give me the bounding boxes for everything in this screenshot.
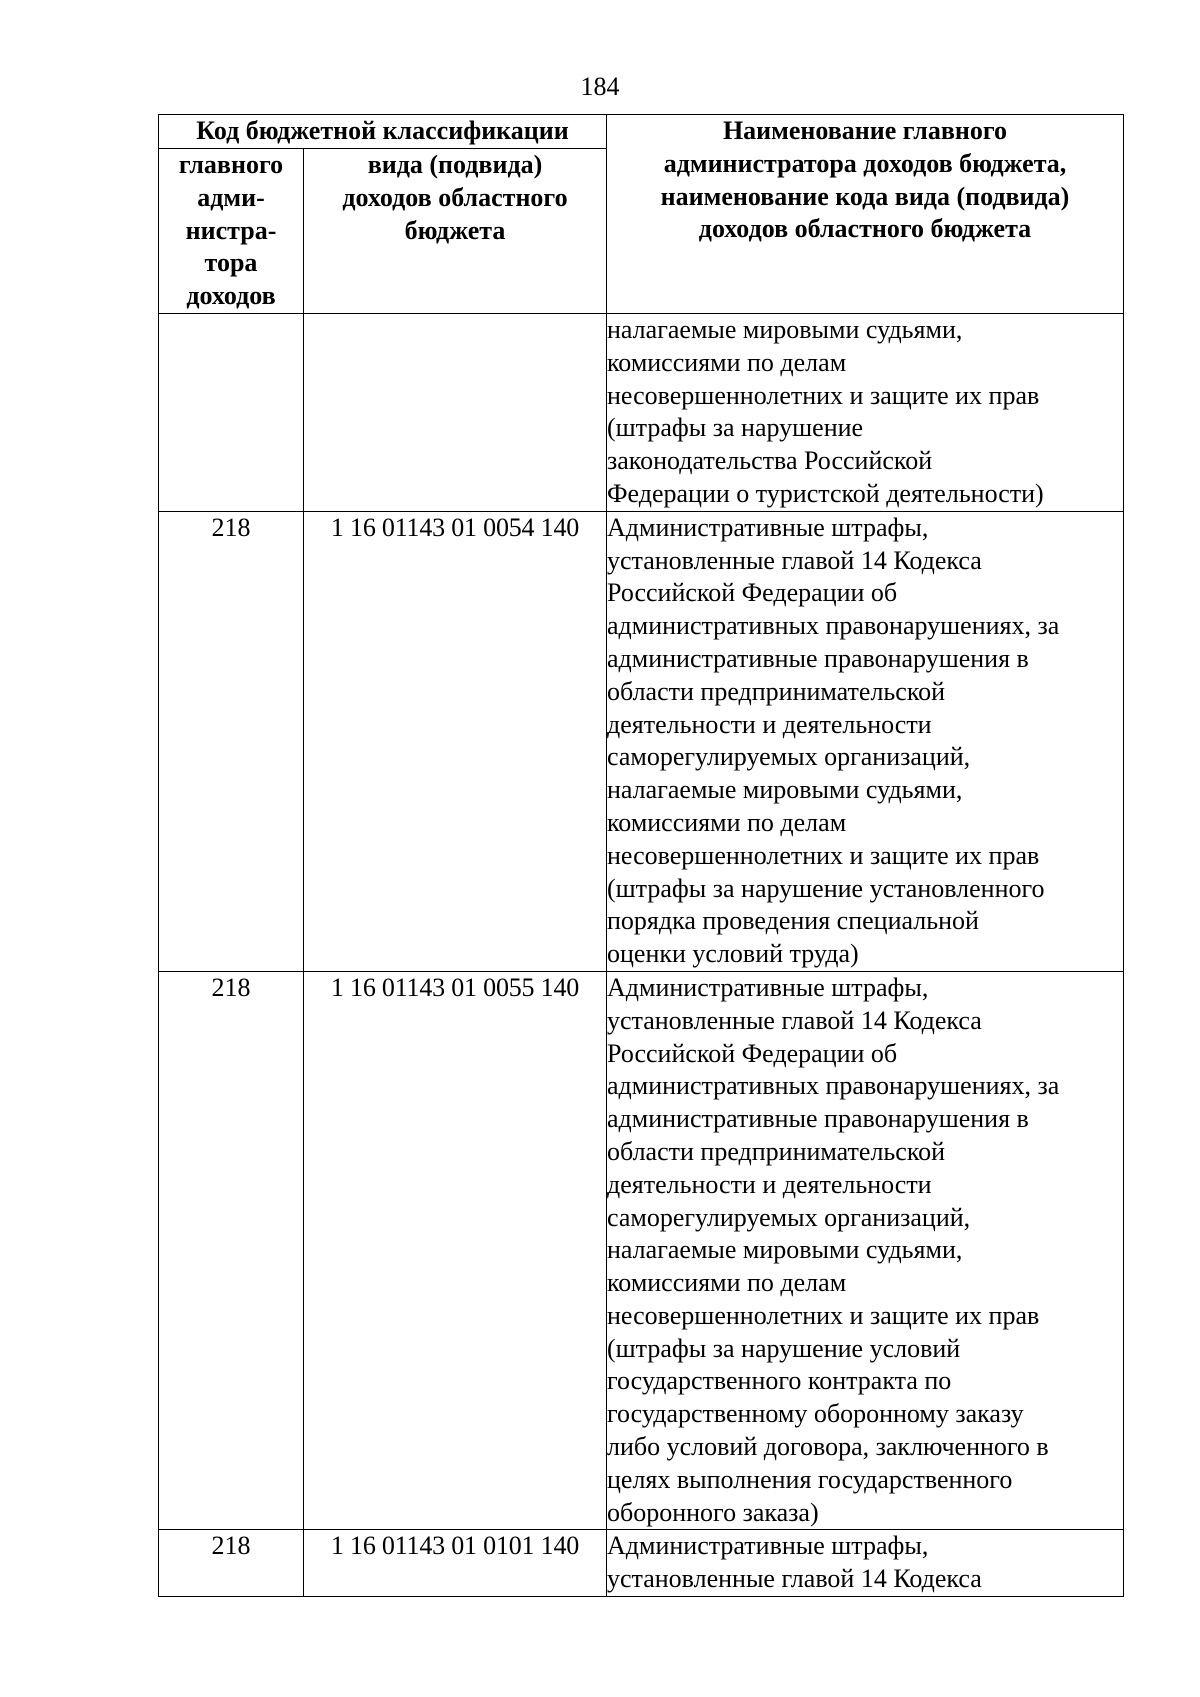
header-name-line: Наименование главного	[722, 116, 1008, 145]
income-name-line: саморегулируемых организаций,	[607, 742, 971, 772]
income-type-code-cell: 1 16 01143 01 0101 140	[304, 1530, 607, 1597]
header-name-line: доходов областного бюджета	[698, 214, 1032, 244]
admin-code-cell: 218	[159, 1530, 304, 1597]
header-admin-line: тора	[204, 248, 258, 278]
header-name-line: наименование кода вида (подвида)	[660, 181, 1070, 211]
income-name-cell	[607, 1530, 1124, 1597]
income-name-cell	[607, 313, 1124, 511]
income-name-line: налагаемые мировыми судьями,	[607, 1235, 963, 1265]
income-name-line: Федерации о туристской деятельности)	[607, 478, 1044, 508]
budget-classification-table	[158, 114, 1124, 1597]
income-name-line: (штрафы за нарушение условий	[607, 1333, 961, 1363]
income-name-line: установленные главой 14 Кодекса	[607, 1005, 982, 1035]
income-name-line: административных правонарушениях, за	[607, 1071, 1060, 1101]
income-name-line: Административные штрафы,	[607, 972, 929, 1002]
income-name-line: налагаемые мировыми судьями,	[607, 775, 963, 805]
income-name-line: Российской Федерации об	[607, 1038, 898, 1068]
income-name-line: несовершеннолетних и защите их прав	[607, 1300, 1040, 1330]
income-name-line: Административные штрафы,	[607, 1531, 929, 1561]
income-name-line: (штрафы за нарушение установленного	[607, 873, 1045, 903]
admin-code-cell	[159, 313, 304, 511]
income-name-line: порядка проведения специальной	[607, 906, 979, 936]
table-row	[159, 511, 1124, 971]
admin-code-cell: 218	[159, 971, 304, 1530]
admin-code-cell: 218	[159, 511, 304, 971]
page-number: 184	[580, 72, 620, 101]
header-type-line: бюджета	[404, 215, 506, 245]
income-name-line: области предпринимательской	[607, 676, 946, 706]
income-name-line: оценки условий труда)	[607, 939, 859, 969]
income-name-line: несовершеннолетних и защите их прав	[607, 840, 1040, 870]
header-name-line: администратора доходов бюджета,	[663, 148, 1067, 178]
income-name-line: комиссиями по делам	[607, 1268, 847, 1298]
table-row	[159, 313, 1124, 511]
header-type-line: доходов областного	[342, 182, 568, 212]
header-admin-line: нистра-	[185, 215, 277, 245]
income-name-line: административных правонарушениях, за	[607, 611, 1060, 641]
income-name-line: несовершеннолетних и защите их прав	[607, 380, 1040, 410]
income-name-line: Административные штрафы,	[607, 512, 929, 542]
income-name-line: саморегулируемых организаций,	[607, 1202, 971, 1232]
income-name-line: оборонного заказа)	[607, 1497, 819, 1527]
table-row	[159, 1530, 1124, 1597]
income-name-line: деятельности и деятельности	[607, 709, 932, 739]
header-name-column	[607, 115, 1124, 314]
income-name-line: налагаемые мировыми судьями,	[607, 314, 963, 344]
header-admin-line: доходов	[186, 281, 276, 311]
header-admin-column	[159, 149, 304, 314]
income-name-line: административные правонарушения в	[607, 643, 1029, 673]
income-name-line: области предпринимательской	[607, 1136, 946, 1166]
income-name-line: установленные главой 14 Кодекса	[607, 545, 982, 575]
income-type-code-cell	[304, 313, 607, 511]
header-admin-line: главного	[178, 150, 284, 179]
income-name-line: комиссиями по делам	[607, 807, 847, 837]
income-name-line: либо условий договора, заключенного в	[607, 1432, 1049, 1462]
income-name-line: деятельности и деятельности	[607, 1169, 932, 1199]
income-name-line: законодательства Российской	[607, 446, 933, 476]
income-name-line: государственному оборонному заказу	[607, 1399, 1024, 1429]
income-name-line: установленные главой 14 Кодекса	[607, 1564, 982, 1594]
header-budget-classification-code: Код бюджетной классификации	[159, 115, 607, 149]
income-name-cell	[607, 511, 1124, 971]
income-name-cell	[607, 971, 1124, 1530]
income-name-line: (штрафы за нарушение	[607, 413, 864, 443]
income-type-code-cell: 1 16 01143 01 0055 140	[304, 971, 607, 1530]
header-row-group	[159, 115, 1124, 149]
header-type-line: вида (подвида)	[367, 150, 543, 179]
table-body	[159, 313, 1124, 1596]
income-name-line: государственного контракта по	[607, 1366, 952, 1396]
income-name-line: целях выполнения государственного	[607, 1464, 1013, 1494]
table-row	[159, 971, 1124, 1530]
income-name-line: административные правонарушения в	[607, 1104, 1029, 1134]
income-name-line: комиссиями по делам	[607, 347, 847, 377]
header-admin-line: адми-	[197, 182, 265, 212]
income-type-code-cell: 1 16 01143 01 0054 140	[304, 511, 607, 971]
header-type-column	[304, 149, 607, 314]
income-name-line: Российской Федерации об	[607, 578, 898, 608]
